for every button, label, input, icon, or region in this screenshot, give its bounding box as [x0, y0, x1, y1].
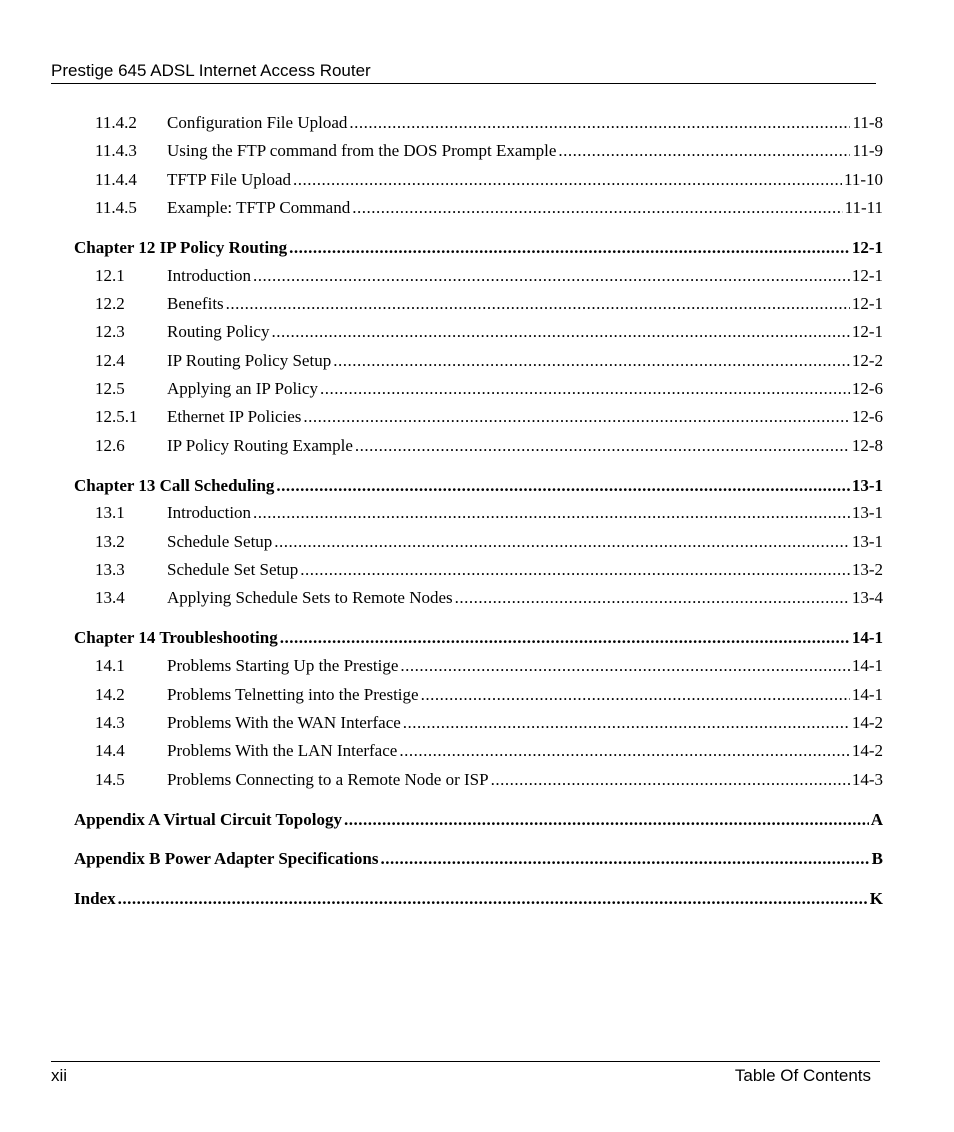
toc-page-number: K: [869, 889, 883, 908]
toc-page-number: 12-8: [851, 436, 883, 455]
toc-page-number: 12-1: [851, 238, 883, 257]
toc-section-number: 12.3: [95, 322, 125, 341]
footer-section-title: Table Of Contents: [734, 1066, 871, 1085]
dot-leader: [558, 140, 850, 162]
dot-leader: [303, 406, 849, 428]
toc-page-number: A: [870, 810, 883, 829]
dot-leader: [349, 112, 850, 134]
toc-entry-title: Index: [74, 889, 116, 908]
toc-section-number: 13.2: [95, 532, 125, 551]
toc-entry[interactable]: [95, 655, 883, 677]
toc-entry-title: Configuration File Upload: [167, 113, 348, 132]
dot-leader: [226, 293, 850, 315]
toc-entry-title: Appendix A Virtual Circuit Topology: [74, 810, 342, 829]
toc-entry-title: Benefits: [167, 294, 224, 313]
dot-leader: [320, 378, 850, 400]
toc-entry[interactable]: [95, 293, 883, 315]
toc-entry-title: Schedule Setup: [167, 532, 273, 551]
toc-chapter-entry[interactable]: [74, 237, 883, 259]
dot-leader: [421, 684, 850, 706]
dot-leader: [118, 888, 868, 910]
toc-entry-title: Using the FTP command from the DOS Prompt Example: [167, 141, 557, 160]
toc-section-number: 14.1: [95, 656, 125, 675]
toc-entry-title: Example: TFTP Command: [167, 198, 351, 217]
toc-entry[interactable]: [95, 769, 883, 791]
footer-page-number: xii: [51, 1066, 68, 1085]
toc-entry[interactable]: [95, 740, 883, 762]
toc-entry[interactable]: [95, 169, 883, 191]
dot-leader: [400, 655, 849, 677]
toc-entry[interactable]: [95, 140, 883, 162]
toc-entry-title: Applying Schedule Sets to Remote Nodes: [167, 588, 453, 607]
toc-page-number: 12-1: [851, 266, 883, 285]
toc-page-number: 11-8: [852, 113, 883, 132]
toc-chapter-entry[interactable]: [74, 888, 883, 910]
toc-page-number: 13-2: [851, 560, 883, 579]
toc-section-number: 13.1: [95, 503, 125, 522]
toc-section-number: 11.4.5: [95, 198, 137, 217]
toc-entry[interactable]: [95, 321, 883, 343]
toc-page-number: 12-6: [851, 379, 883, 398]
toc-section-number: 14.3: [95, 713, 125, 732]
toc-entry-title: Problems Telnetting into the Prestige: [167, 685, 419, 704]
toc-chapter-entry[interactable]: [74, 475, 883, 497]
toc-section-number: 13.3: [95, 560, 125, 579]
toc-page-number: 12-1: [851, 322, 883, 341]
dot-leader: [253, 502, 850, 524]
toc-entry-title: TFTP File Upload: [167, 170, 292, 189]
toc-section-number: 14.2: [95, 685, 125, 704]
toc-page-number: 14-1: [851, 685, 883, 704]
toc-entry-title: Routing Policy: [167, 322, 270, 341]
toc-page-number: 12-1: [851, 294, 883, 313]
toc-entry-title: Schedule Set Setup: [167, 560, 299, 579]
toc-entry[interactable]: [95, 350, 883, 372]
toc-entry[interactable]: [95, 502, 883, 524]
dot-leader: [276, 475, 849, 497]
toc-page-number: 13-1: [851, 532, 883, 551]
toc-entry[interactable]: [95, 684, 883, 706]
dot-leader: [293, 169, 842, 191]
toc-entry[interactable]: [95, 112, 883, 134]
dot-leader: [380, 848, 869, 870]
dot-leader: [455, 587, 850, 609]
toc-chapter-entry[interactable]: [74, 809, 883, 831]
toc-entry-title: IP Routing Policy Setup: [167, 351, 332, 370]
toc-page-number: 14-1: [851, 628, 883, 647]
dot-leader: [289, 237, 850, 259]
toc-entry-title: Problems With the LAN Interface: [167, 741, 398, 760]
toc-page-number: 11-10: [843, 170, 883, 189]
toc-page-number: 13-1: [851, 476, 883, 495]
toc-entry[interactable]: [95, 435, 883, 457]
toc-entry[interactable]: [95, 559, 883, 581]
dot-leader: [333, 350, 850, 372]
dot-leader: [352, 197, 842, 219]
toc-section-number: 11.4.3: [95, 141, 137, 160]
toc-entry-title: IP Policy Routing Example: [167, 436, 353, 455]
dot-leader: [300, 559, 850, 581]
document-title: Prestige 645 ADSL Internet Access Router: [51, 61, 371, 80]
toc-entry[interactable]: [95, 712, 883, 734]
toc-page-number: 12-2: [851, 351, 883, 370]
dot-leader: [403, 712, 850, 734]
toc-entry-title: Chapter 14 Troubleshooting: [74, 628, 278, 647]
toc-page-number: 14-2: [851, 741, 883, 760]
toc-entry-title: Problems With the WAN Interface: [167, 713, 401, 732]
toc-entry-title: Problems Connecting to a Remote Node or ISP: [167, 770, 489, 789]
toc-page-number: 13-1: [851, 503, 883, 522]
toc-page-number: 14-3: [851, 770, 883, 789]
dot-leader: [253, 265, 850, 287]
toc-page-number: 14-2: [851, 713, 883, 732]
toc-entry-title: Problems Starting Up the Prestige: [167, 656, 399, 675]
toc-page-number: 11-9: [852, 141, 883, 160]
toc-section-number: 12.5.1: [95, 407, 138, 426]
toc-page-number: 12-6: [851, 407, 883, 426]
toc-page-number: B: [871, 849, 883, 868]
toc-page-number: 14-1: [851, 656, 883, 675]
dot-leader: [355, 435, 850, 457]
toc-entry[interactable]: [95, 406, 883, 428]
dot-leader: [271, 321, 849, 343]
toc-section-number: 12.2: [95, 294, 125, 313]
toc-chapter-entry[interactable]: [74, 848, 883, 870]
toc-entry-title: Introduction: [167, 266, 252, 285]
toc-chapter-entry[interactable]: [74, 627, 883, 649]
dot-leader: [399, 740, 850, 762]
toc-entry[interactable]: [95, 197, 883, 219]
toc-entry[interactable]: [95, 378, 883, 400]
toc-entry-title: Appendix B Power Adapter Specifications: [74, 849, 379, 868]
toc-section-number: 12.5: [95, 379, 125, 398]
toc-section-number: 14.5: [95, 770, 125, 789]
toc-section-number: 13.4: [95, 588, 125, 607]
toc-entry[interactable]: [95, 587, 883, 609]
toc-page-number: 13-4: [851, 588, 883, 607]
toc-entry[interactable]: [95, 531, 883, 553]
dot-leader: [280, 627, 850, 649]
toc-entry[interactable]: [95, 265, 883, 287]
toc-entry-title: Chapter 12 IP Policy Routing: [74, 238, 288, 257]
toc-section-number: 14.4: [95, 741, 125, 760]
toc-entry-title: Ethernet IP Policies: [167, 407, 302, 426]
dot-leader: [491, 769, 850, 791]
toc-entry-title: Applying an IP Policy: [167, 379, 318, 398]
toc-section-number: 12.4: [95, 351, 125, 370]
toc-section-number: 12.1: [95, 266, 125, 285]
toc-section-number: 12.6: [95, 436, 125, 455]
toc-entry-title: Chapter 13 Call Scheduling: [74, 476, 275, 495]
page-footer: [51, 1061, 880, 1087]
toc-section-number: 11.4.2: [95, 113, 137, 132]
dot-leader: [344, 809, 869, 831]
toc-section-number: 11.4.4: [95, 170, 137, 189]
toc-entry-title: Introduction: [167, 503, 252, 522]
dot-leader: [274, 531, 850, 553]
toc-page-number: 11-11: [844, 198, 883, 217]
